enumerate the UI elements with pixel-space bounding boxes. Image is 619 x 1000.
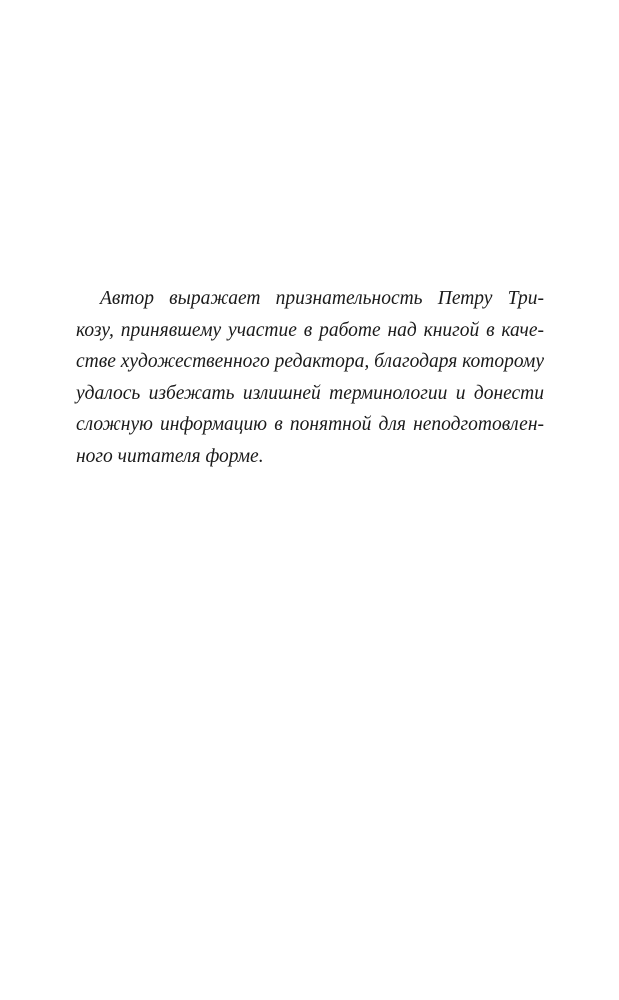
acknowledgment-line: удалось избежать излишней терминологии и донести — [76, 382, 544, 404]
acknowledgment-line: стве художественного редактора, благодаря которому — [76, 351, 544, 372]
acknowledgment-line: ного читателя форме. — [76, 445, 264, 467]
acknowledgment-paragraph — [76, 283, 544, 472]
acknowledgment-line: Автор выражает признательность Петру Три- — [100, 288, 544, 309]
acknowledgment-line: сложную информацию в понятной для неподготовлен- — [76, 414, 544, 435]
acknowledgment-line: козу, принявшему участие в работе над книгой в каче- — [76, 319, 544, 341]
